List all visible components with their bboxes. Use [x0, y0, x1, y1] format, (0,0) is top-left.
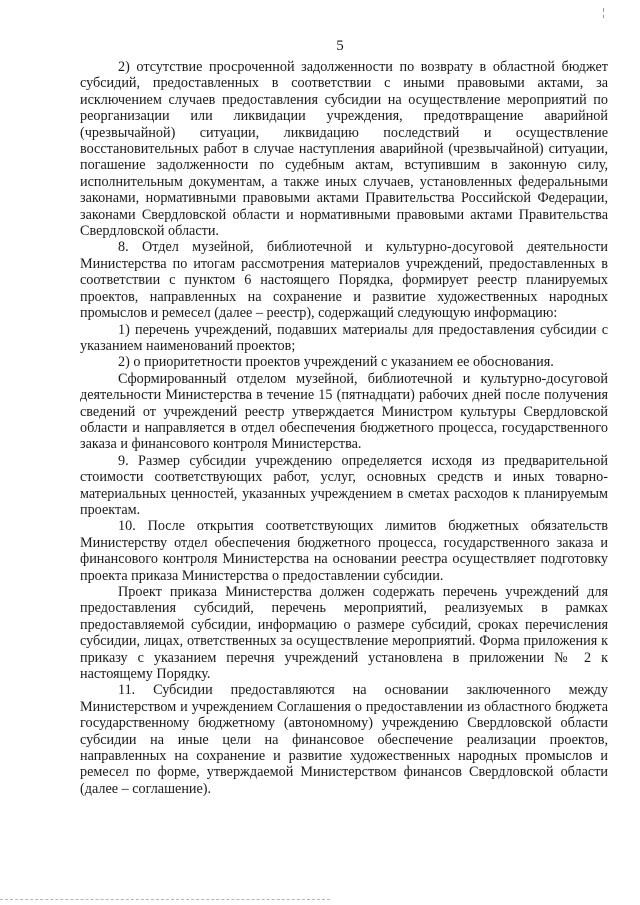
- paragraph-8-registry: 8. Отдел музейной, библиотечной и культурно-досуговой деятельности Министерства по итогам рассмотрения материалов учреждений, предоставленных в соответствии с пунктом 6 настоящего Порядка, формирует реестр планируемых проектов, направленных на сохранение и развитие художественных народных промыслов и ремесел (далее – реестр), содержащий следующую информацию:: [80, 239, 608, 322]
- scan-edge-line: [0, 899, 330, 901]
- paragraph-8-item-2: 2) о приоритетности проектов учреждений с указанием ее обоснования.: [118, 354, 554, 371]
- paragraph-2-debt: 2) отсутствие просроченной задолженности по возврату в областной бюджет субсидий, предоставленных в соответствии с иными правовыми актами, за исключением случаев предоставления субсидии на осуществление мероприятий по реорганизации или ликвидации учреждения, предотвращение аварийной (чрезвычайной) ситуации, ликвидацию последствий и осуществление восстановительных работ в случае наступления аварийной (чрезвычайной) ситуации, погашение задолженности по судебным актам, вступившим в законную силу, исполнительным документам, а также иных случаев, установленных федеральными законами, нормативными правовыми актами Правительства Российской Федерации, законами Свердловской области и нормативными правовыми актами Правительства Свердловской области.: [80, 59, 608, 240]
- paragraph-11-agreement: 11. Субсидии предоставляются на основании заключенного между Министерством и учреждением Соглашения о предоставлении из областного бюджета государственному бюджетному (автономному) учреждению Свердловской области субсидии на иные цели на финансовое обеспечение реализации проектов, направленных на сохранение и развитие художественных народных промыслов и ремесел по форме, утверждаемой Министерством финансов Свердловской области (далее – соглашение).: [80, 682, 608, 797]
- page-number: 5: [336, 38, 344, 54]
- paragraph-registry-approval: Сформированный отделом музейной, библиотечной и культурно-досуговой деятельности Министерства в течение 15 (пятнадцати) рабочих дней после получения сведений от учреждений реестр утверждается Министром культуры Свердловской области и направляется в отдел обеспечения бюджетного процесса, государственного заказа и финансового контроля Министерства.: [80, 370, 608, 453]
- paragraph-9-subsidy-size: 9. Размер субсидии учреждению определяется исходя из предварительной стоимости соответствующих работ, услуг, основных средств и иных товарно-материальных ценностей, указанных учреждением в сметах расходов к планируемым проектам.: [80, 452, 608, 518]
- paragraph-order-contents: Проект приказа Министерства должен содержать перечень учреждений для предоставления субсидий, перечень мероприятий, реализуемых в рамках предоставляемой субсидии, информацию о размере субсидий, сроках перечисления субсидии, лицах, ответственных за осуществление мероприятий. Форма приложения к приказу с указанием перечня учреждений установлена в приложении № 2 к настоящему Порядку.: [80, 584, 608, 683]
- document-body: [80, 59, 608, 797]
- paragraph-10-order-draft: 10. После открытия соответствующих лимитов бюджетных обязательств Министерству отдел обеспечения бюджетного процесса, государственного заказа и финансового контроля Министерства на основании реестра осуществляет подготовку проекта приказа Министерства о предоставлении субсидии.: [80, 518, 608, 584]
- scan-speck: [603, 8, 604, 12]
- scan-speck: [603, 15, 604, 18]
- paragraph-8-item-1: 1) перечень учреждений, подавших материалы для предоставления субсидии с указанием наименований проектов;: [80, 321, 608, 354]
